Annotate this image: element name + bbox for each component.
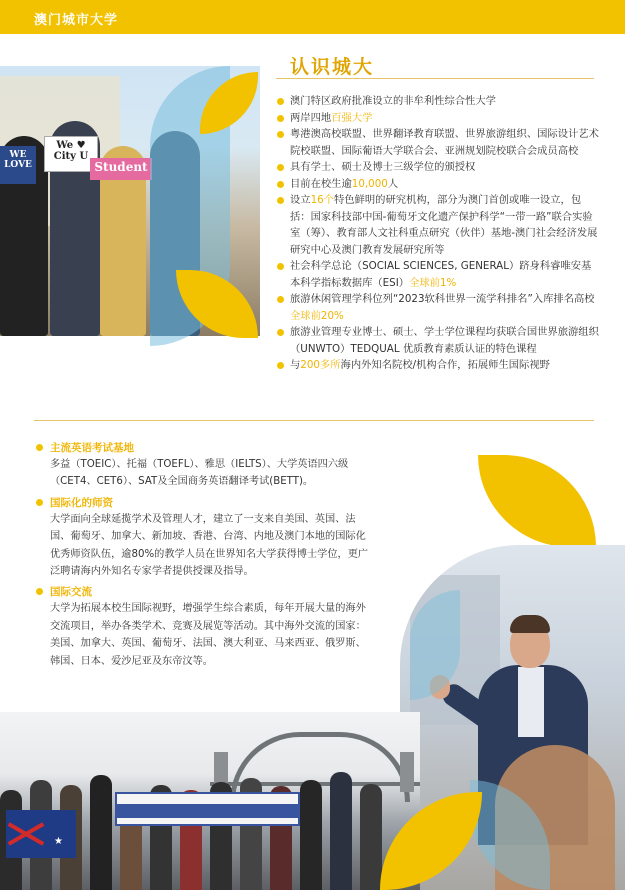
- yellow-leaf-decoration: [478, 455, 596, 547]
- intro-item: 粤港澳高校联盟、世界翻译教育联盟、世界旅游组织、国际设计艺术院校联盟、国际葡语大学联合会、亚洲规划院校联合会成员高校: [276, 126, 600, 159]
- feature-body: 多益（TOEIC）、托福（TOEFL）、雅思（IELTS）、大学英语四六级（CET4、CET6）、SAT及全国商务英语翻译考试(BETT)。: [50, 459, 349, 488]
- speaker-hair: [510, 615, 550, 633]
- features-list: [36, 440, 371, 674]
- highlight-text: 10,000: [351, 177, 388, 190]
- bullet-icon: [277, 164, 284, 171]
- bullet-icon: [277, 329, 284, 336]
- feature-block: [36, 584, 371, 670]
- section-divider: [34, 420, 594, 421]
- sign-student: Student: [90, 158, 152, 180]
- intro-item: 旅游休闲管理学科位列“2023软科世界一流学科排名”入库排名高校全球前20%: [276, 291, 600, 324]
- intro-item: 具有学士、硕士及博士三级学位的颁授权: [276, 159, 600, 176]
- bullet-icon: [277, 181, 284, 188]
- bullet-icon: [277, 296, 284, 303]
- bullet-icon: [277, 197, 284, 204]
- person-silhouette: [300, 780, 322, 890]
- highlight-text: 16个: [310, 194, 334, 206]
- person-silhouette: [90, 775, 112, 890]
- highlight-text: 百强大学: [331, 111, 373, 124]
- intro-item: 两岸四地百强大学: [276, 110, 600, 127]
- speaker-shirt: [518, 667, 544, 737]
- bullet-icon: [277, 362, 284, 369]
- intro-item: 社会科学总论（SOCIAL SCIENCES, GENERAL）跻身科睿唯安基本科学指标数据库（ESI）全球前1%: [276, 258, 600, 291]
- highlight-text: 全球前1%: [409, 276, 457, 289]
- intro-item: 与200多所海内外知名院校/机构合作，拓展师生国际视野: [276, 357, 600, 374]
- bullet-icon: [36, 499, 43, 506]
- feature-title: 国际交流: [36, 584, 371, 600]
- sign-we-love: WE LOVE: [0, 146, 36, 184]
- bullet-icon: [277, 115, 284, 122]
- feature-title: 国际化的师资: [36, 495, 371, 511]
- intro-item: 设立16个特色鲜明的研究机构，部分为澳门首创或唯一设立，包括：国家科技部中国-葡萄牙文化遗产保护科学“一带一路”联合实验室（筹）、教育部人文社科重点研究（伙伴）基地-澳门社会经济发展研究中心及澳门教育发展研究所等: [276, 192, 600, 258]
- feature-block: [36, 495, 371, 581]
- bullet-icon: [277, 98, 284, 105]
- feature-block: [36, 440, 371, 491]
- header-title: 澳门城市大学: [34, 13, 119, 28]
- intro-list: [276, 93, 600, 374]
- group-banner: [115, 792, 300, 826]
- bullet-icon: [277, 131, 284, 138]
- australia-flag: [6, 810, 76, 858]
- header-bar: [0, 0, 625, 34]
- highlight-text: 200多所: [300, 359, 341, 371]
- star-icon: ★: [54, 836, 63, 847]
- feature-title: 主流英语考试基地: [36, 440, 371, 456]
- title-underline: [276, 78, 594, 79]
- feature-body: 大学为拓展本校生国际视野，增强学生综合素质，每年开展大量的海外交流项目，举办各类学术、竞赛及展览等活动。其中海外交流的国家：美国、加拿大、英国、葡萄牙、法国、澳大利亚、马来西亚、俄罗斯、韩国、日本、爱沙尼亚及东帝汶等。: [50, 603, 366, 667]
- group-photo: [0, 712, 420, 890]
- banner-stripe: [117, 804, 298, 818]
- intro-item: 目前在校生逾10,000人: [276, 176, 600, 193]
- bullet-icon: [36, 444, 43, 451]
- bullet-icon: [36, 588, 43, 595]
- person-silhouette: [330, 772, 352, 890]
- sign-we-love-cityu: We ♥ City U: [44, 136, 98, 172]
- feature-body: 大学面向全球延揽学术及管理人才，建立了一支来自美国、英国、法国、葡萄牙、加拿大、新加坡、香港、台湾、内地及澳门本地的国际化优秀师资队伍，逾80%的教学人员在世界知名大学获得博士学位，更广泛聘请海内外知名专家学者提供授课及指导。: [50, 513, 369, 578]
- bridge-pylon: [400, 752, 414, 792]
- intro-item: 澳门特区政府批准设立的非牟利性综合性大学: [276, 93, 600, 110]
- section-title: 认识城大: [290, 56, 375, 78]
- bullet-icon: [277, 263, 284, 270]
- person-silhouette: [360, 784, 382, 890]
- intro-item: 旅游业管理专业博士、硕士、学士学位课程均获联合国世界旅游组织（UNWTO）TEDQUAL 优质教育素质认证的特色课程: [276, 324, 600, 357]
- highlight-text: 全球前20%: [290, 309, 344, 322]
